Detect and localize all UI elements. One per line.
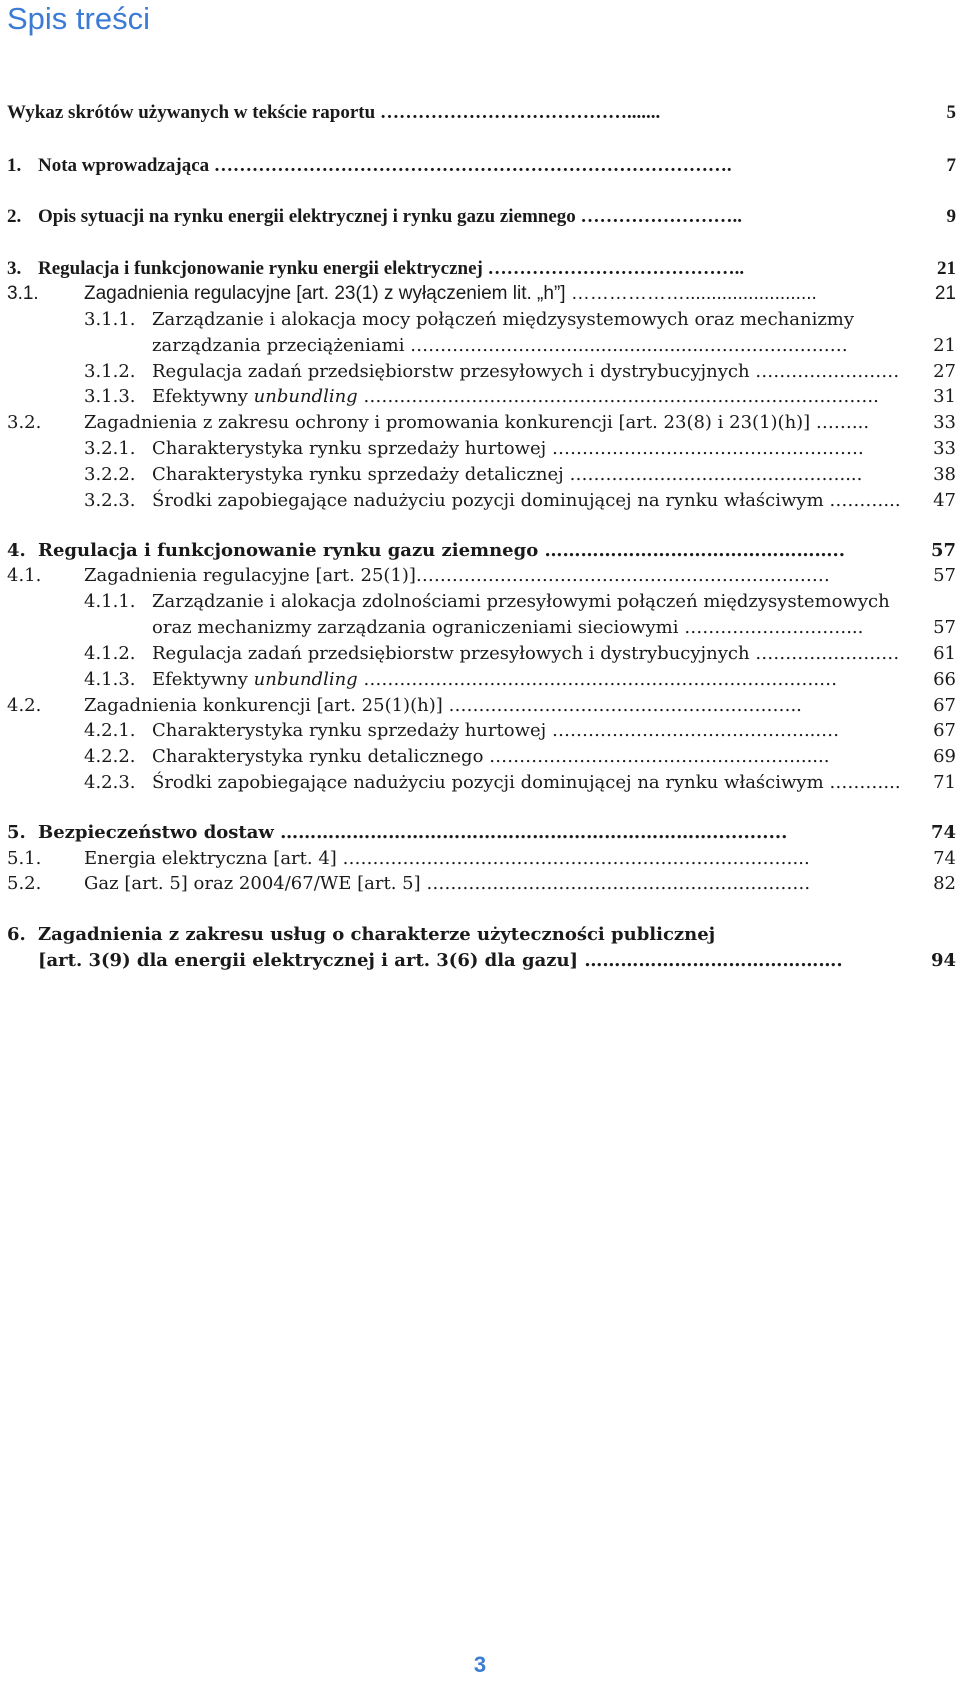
toc-entry-label[interactable]: Środki zapobiegające nadużyciu pozycji dominującej na rynku właściwym ………... <box>152 490 901 511</box>
toc-entry-label[interactable]: Gaz [art. 5] oraz 2004/67/WE [art. 5] ………………………………………………………. <box>84 873 811 894</box>
toc-entry-label[interactable]: Charakterystyka rynku sprzedaży detalicznej ……………………………………….... <box>152 464 863 485</box>
toc-entry-label[interactable]: Regulacja zadań przedsiębiorstw przesyłowych i dystrybucyjnych …………………… <box>152 643 900 664</box>
toc-entry-label[interactable]: Regulacja i funkcjonowanie rynku gazu ziemnego ………………………………………….. <box>38 540 846 561</box>
toc-entry-label[interactable]: Zagadnienia konkurencji [art. 25(1)(h)] ………………………………………………….. <box>84 695 802 716</box>
toc-entry-number: 4.2.2. <box>84 746 136 767</box>
toc-entry-number: 3.2.2. <box>84 464 136 485</box>
toc-entry-label[interactable]: Regulacja i funkcjonowanie rynku energii elektrycznej ………………………………….. <box>38 258 745 279</box>
toc-entry-page[interactable]: 47 <box>933 490 956 511</box>
toc-entry-page[interactable]: 61 <box>933 643 956 664</box>
toc-entry-label-emphasis: unbundling <box>253 386 358 407</box>
toc-entry-label-continued[interactable]: [art. 3(9) dla energii elektrycznej i art. 3(6) dla gazu] ……………………………………. <box>38 950 843 971</box>
toc-entry-label-text: Efektywny <box>152 386 254 407</box>
toc-entry-label[interactable]: Energia elektryczna [art. 4] …………………………………………………………………... <box>84 848 810 869</box>
toc-entry-page[interactable]: 66 <box>933 669 956 690</box>
toc-entry-3-1-1[interactable] <box>0 307 960 359</box>
toc-entry-label-text: Efektywny <box>152 669 254 690</box>
toc-entry-label-emphasis: unbundling <box>253 669 358 690</box>
toc-entry-number: 5.1. <box>7 848 42 869</box>
toc-entry-page[interactable]: 67 <box>933 720 956 741</box>
toc-entry-page[interactable]: 74 <box>933 848 956 869</box>
toc-entry-number: 4.1.2. <box>84 643 136 664</box>
toc-entry-number: 3.1.2. <box>84 361 136 382</box>
toc-entry-label[interactable]: Zarządzanie i alokacja mocy połączeń międzysystemowych oraz mechanizmy <box>152 309 855 330</box>
toc-entry-number: 3.1. <box>7 283 39 304</box>
toc-entry-page[interactable]: 33 <box>933 438 956 459</box>
toc-entry-number: 5. <box>7 822 26 843</box>
toc-entry-label[interactable]: Zagadnienia z zakresu usług o charakterze użyteczności publicznej <box>38 924 716 945</box>
toc-entry-number: 4.2.3. <box>84 772 136 793</box>
toc-entry-number: 4. <box>7 540 26 561</box>
toc-entry-page[interactable]: 7 <box>946 155 956 176</box>
toc-entry-page[interactable]: 69 <box>933 746 956 767</box>
toc-entry-label[interactable]: Środki zapobiegające nadużyciu pozycji dominującej na rynku właściwym ………... <box>152 772 901 793</box>
toc-entry-label[interactable]: Charakterystyka rynku sprzedaży hurtowej ……………………………………...… <box>152 720 840 741</box>
toc-entry-page[interactable]: 57 <box>930 540 956 561</box>
toc-entry-number: 3.2. <box>7 412 42 433</box>
toc-entry-4-1-1[interactable] <box>0 589 960 641</box>
toc-entry-page[interactable]: 21 <box>933 335 956 356</box>
toc-entry-label[interactable]: Regulacja zadań przedsiębiorstw przesyłowych i dystrybucyjnych …………………… <box>152 361 900 382</box>
toc-entry-page[interactable]: 33 <box>933 412 956 433</box>
toc-entry-number: 4.1.3. <box>84 669 136 690</box>
page-number: 3 <box>473 1652 487 1677</box>
toc-entry-number: 5.2. <box>7 873 42 894</box>
toc-entry-label[interactable]: Bezpieczeństwo dostaw ………………………………………………………………............ <box>38 822 788 843</box>
toc-entry-label[interactable]: Zagadnienia z zakresu ochrony i promowania konkurencji [art. 23(8) i 23(1)(h)] ……... <box>84 412 870 433</box>
toc-entry-page[interactable]: 67 <box>933 695 956 716</box>
toc-entry-page[interactable]: 9 <box>946 206 956 227</box>
toc-entry-number: 6. <box>7 924 26 945</box>
toc-entry-label-leader: ………………………………………………………………………….. <box>357 386 879 407</box>
toc-entry-number: 1. <box>7 155 22 176</box>
toc-entry-label[interactable] <box>152 667 837 693</box>
toc-entry-page[interactable]: 57 <box>933 565 956 586</box>
toc-entry-label[interactable]: Charakterystyka rynku sprzedaży hurtowej ……………………………………………. <box>152 438 864 459</box>
toc-entry-number: 4.2.1. <box>84 720 136 741</box>
toc-entry-number: 4.2. <box>7 695 42 716</box>
toc-entry-number: 4.1. <box>7 565 42 586</box>
toc-entry-page[interactable]: 5 <box>946 102 956 123</box>
toc-entry-number: 4.1.1. <box>84 591 136 612</box>
toc-entry-page[interactable]: 31 <box>933 386 956 407</box>
toc-entry-page[interactable]: 21 <box>937 258 956 279</box>
toc-entry-label[interactable] <box>152 384 879 410</box>
toc-entry-label[interactable]: Zagadnienia regulacyjne [art. 25(1)]…………………………………………………………… <box>84 565 830 586</box>
toc-entry-label-leader: ………………………………………………………………….… <box>357 669 838 690</box>
toc-entry-6[interactable] <box>0 922 960 974</box>
toc-entry-number: 3. <box>7 258 22 279</box>
toc-entry-page[interactable]: 38 <box>933 464 956 485</box>
toc-entry-page[interactable]: 21 <box>934 283 956 304</box>
toc-entry-page[interactable]: 57 <box>933 617 956 638</box>
toc-entry-number: 3.2.3. <box>84 490 136 511</box>
toc-entry-page[interactable]: 27 <box>933 361 956 382</box>
toc-entry-label-continued[interactable]: oraz mechanizmy zarządzania ograniczeniami sieciowymi ………………………... <box>152 617 864 638</box>
toc-entry-page[interactable]: 71 <box>933 772 956 793</box>
toc-entry-number: 3.1.1. <box>84 309 136 330</box>
page-title: Spis treści <box>7 1 150 36</box>
toc-entry-label[interactable]: Charakterystyka rynku detalicznego ……………………………………………...... <box>152 746 830 767</box>
toc-entry-label[interactable]: Opis sytuacji na rynku energii elektrycznej i rynku gazu ziemnego …………………….. <box>38 206 743 227</box>
toc-entry-number: 3.2.1. <box>84 438 136 459</box>
toc-entry-page[interactable]: 94 <box>930 950 956 971</box>
toc-entry-label[interactable]: Zarządzanie i alokacja zdolnościami przesyłowymi połączeń międzysystemowych <box>152 591 890 612</box>
toc-entry-label[interactable]: Wykaz skrótów używanych w tekście raportu …………………………………....... <box>7 102 661 123</box>
toc-entry-label[interactable]: Nota wprowadzająca ………………………………………………………………………. <box>38 155 732 176</box>
toc-entry-number: 2. <box>7 206 22 227</box>
toc-entry-label[interactable]: Zagadnienia regulacyjne [art. 23(1) z wyłączeniem lit. „h”] ………………......................... <box>84 283 817 304</box>
toc-entry-number: 3.1.3. <box>84 386 136 407</box>
toc-entry-page[interactable]: 82 <box>933 873 956 894</box>
toc-entry-page[interactable]: 74 <box>930 822 956 843</box>
toc-entry-label-continued[interactable]: zarządzania przeciążeniami ……………………….......................…………………… <box>152 335 848 356</box>
